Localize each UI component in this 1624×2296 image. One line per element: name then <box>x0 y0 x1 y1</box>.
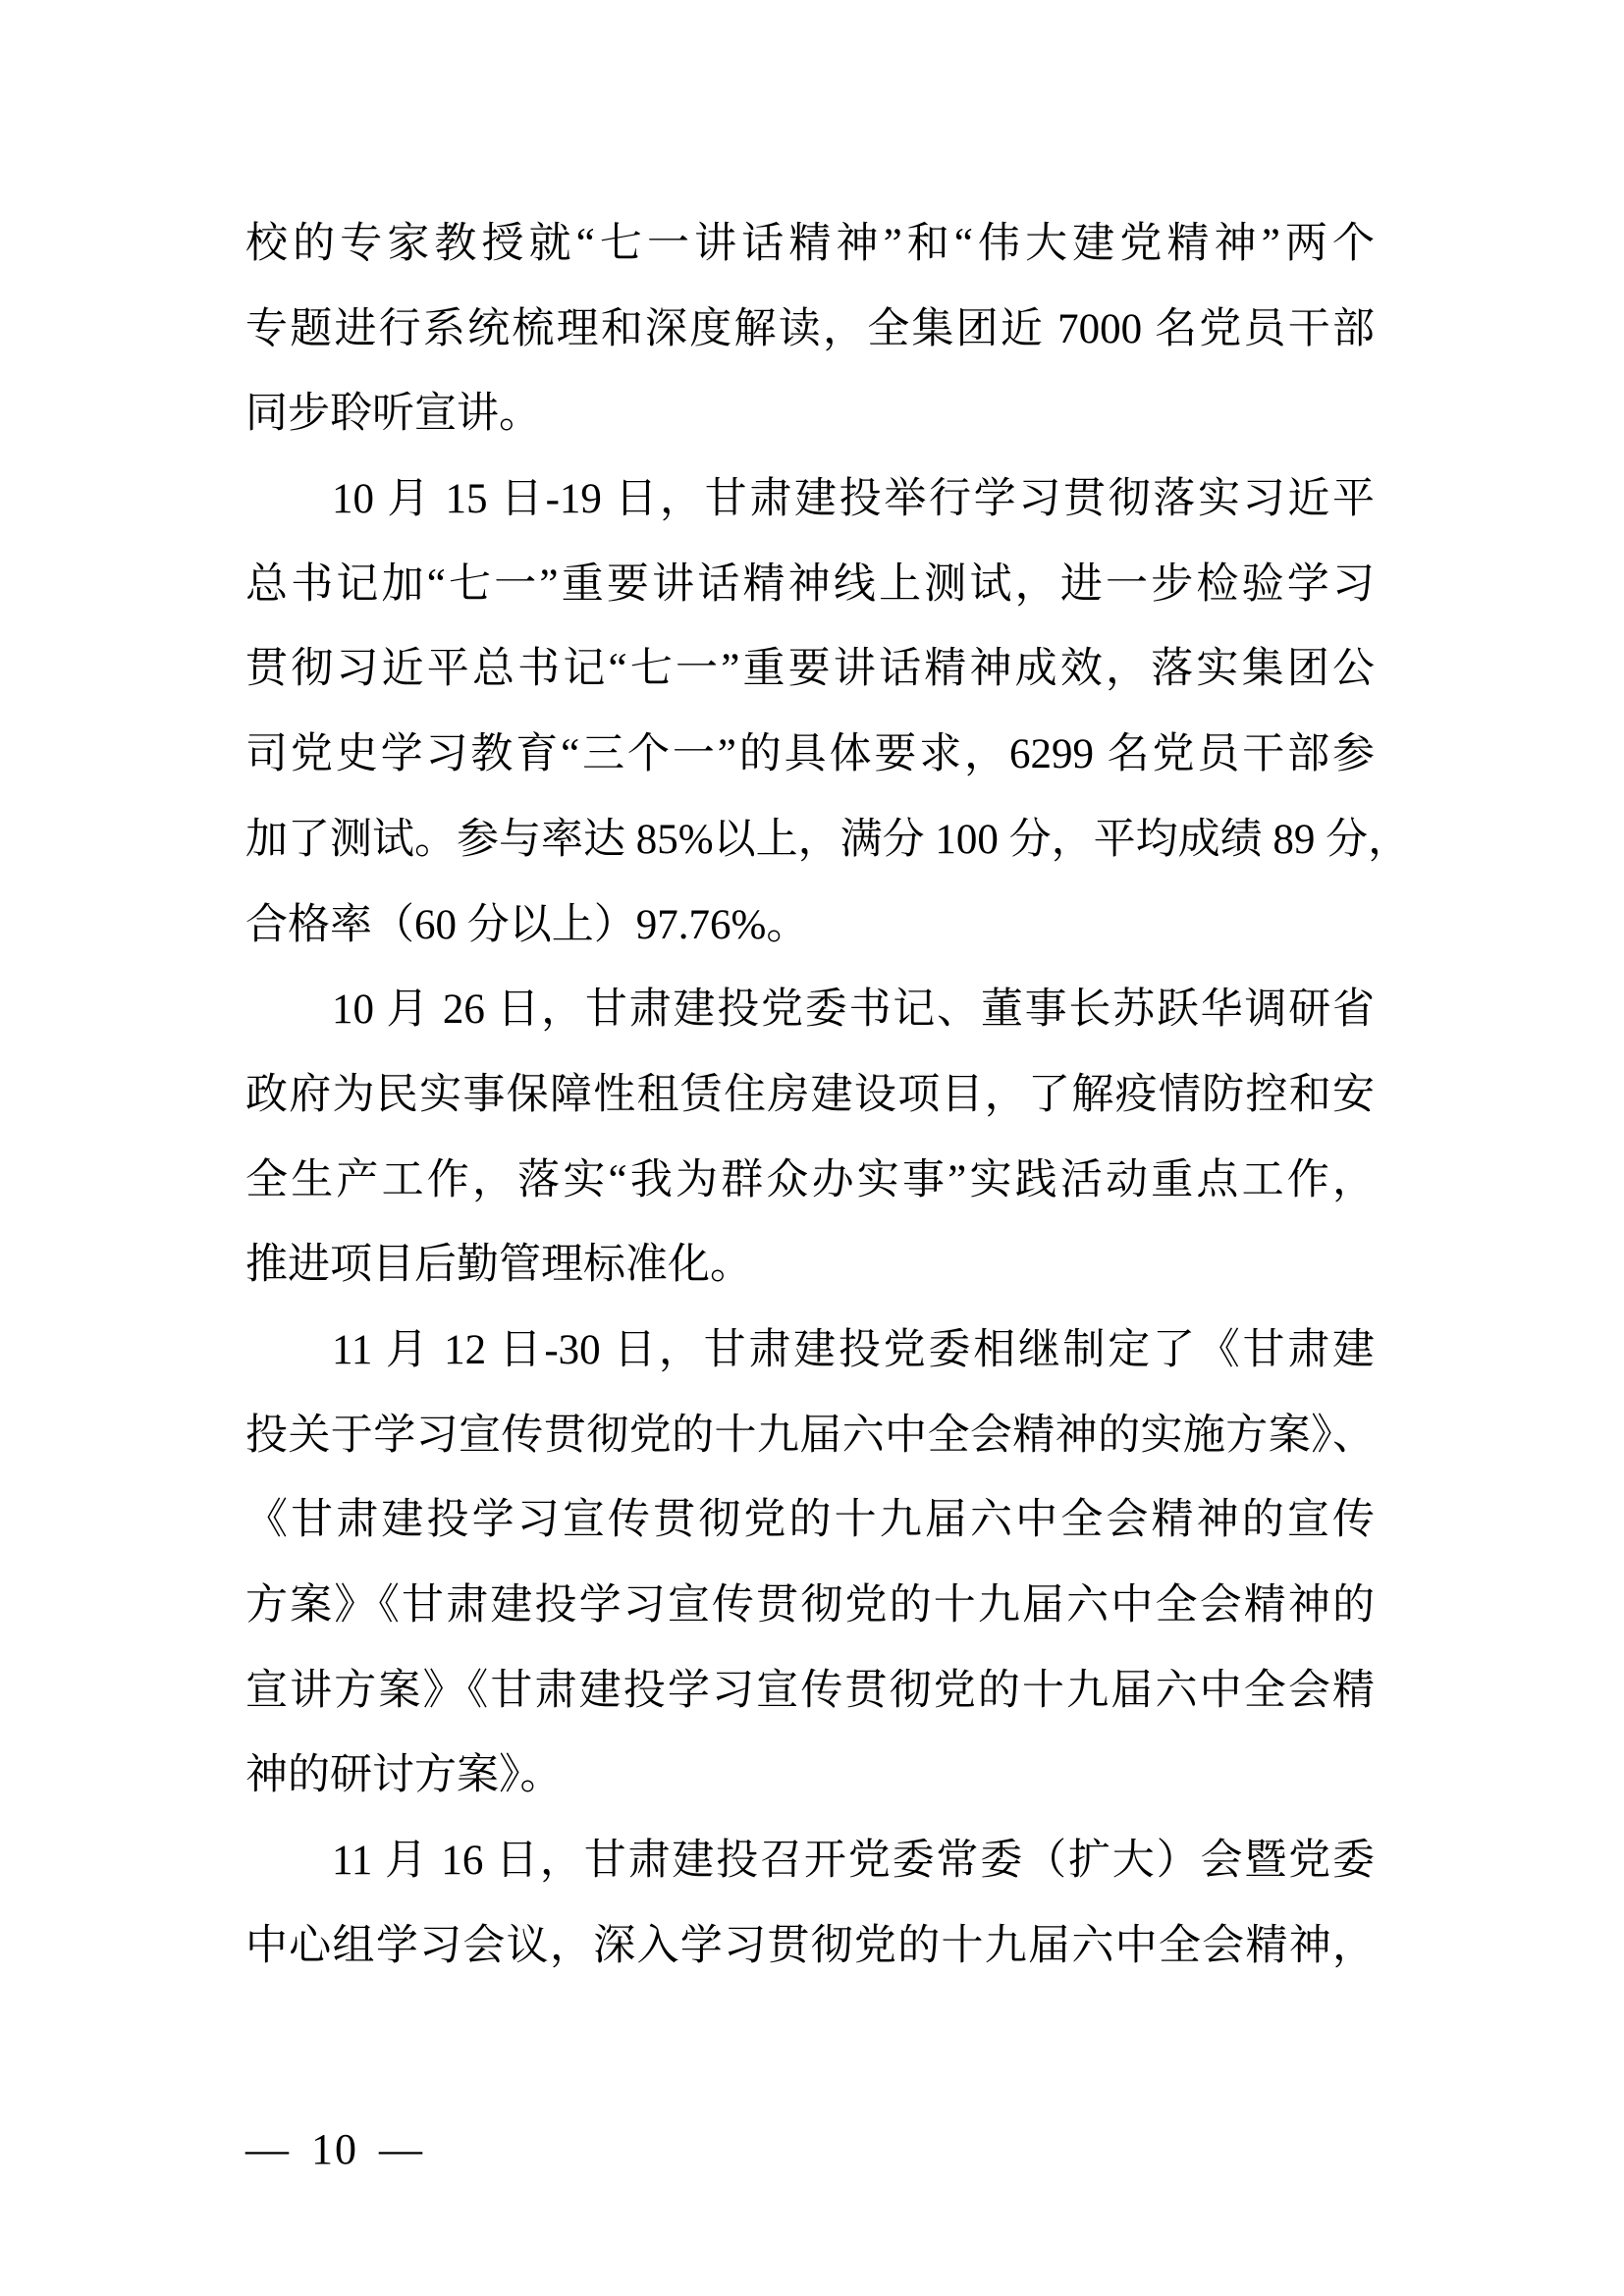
text-line: 政府为民实事保障性租赁住房建设项目，了解疫情防控和安 <box>245 1071 1375 1118</box>
text-line: 11 月 12 日-30 日，甘肃建投党委相继制定了《甘肃建 <box>332 1326 1375 1373</box>
text-line: 贯彻习近平总书记“七一”重要讲话精神成效，落实集团公 <box>245 646 1375 693</box>
text-line: 推进项目后勤管理标准化。 <box>245 1242 752 1289</box>
text-line: 总书记加“七一”重要讲话精神线上测试，进一步检验学习 <box>245 561 1375 608</box>
text-line: 合格率（60 分以上）97.76%。 <box>245 901 809 948</box>
page-number: — 10 — <box>245 2125 424 2173</box>
text-line: 中心组学习会议，深入学习贯彻党的十九届六中全会精神， <box>245 1922 1375 1969</box>
text-line: 全生产工作，落实“我为群众办实事”实践活动重点工作， <box>245 1156 1375 1203</box>
document-body <box>245 202 1411 1989</box>
text-line: 投关于学习宣传贯彻党的十九届六中全会精神的实施方案》、 <box>245 1412 1375 1459</box>
text-line: 方案》《甘肃建投学习宣传贯彻党的十九届六中全会精神的 <box>245 1582 1375 1629</box>
text-line: 专题进行系统梳理和深度解读，全集团近 7000 名党员干部 <box>245 305 1375 352</box>
text-line: 神的研讨方案》。 <box>245 1752 563 1799</box>
text-line: 10 月 15 日-19 日，甘肃建投举行学习贯彻落实习近平 <box>332 476 1375 523</box>
text-line: 11 月 16 日，甘肃建投召开党委常委（扩大）会暨党委 <box>332 1838 1375 1885</box>
text-line: 同步聆听宣讲。 <box>245 391 541 438</box>
text-line: 司党史学习教育“三个一”的具体要求，6299 名党员干部参 <box>245 731 1375 778</box>
text-line: 《甘肃建投学习宣传贯彻党的十九届六中全会精神的宣传 <box>245 1497 1375 1544</box>
text-line: 宣讲方案》《甘肃建投学习宣传贯彻党的十九届六中全会精 <box>245 1667 1375 1714</box>
text-line: 校的专家教授就“七一讲话精神”和“伟大建党精神”两个 <box>245 221 1375 267</box>
text-line: 10 月 26 日，甘肃建投党委书记、董事长苏跃华调研省 <box>332 987 1375 1034</box>
text-line: 加了测试。参与率达 85%以上，满分 100 分，平均成绩 89 分， <box>245 816 1411 863</box>
